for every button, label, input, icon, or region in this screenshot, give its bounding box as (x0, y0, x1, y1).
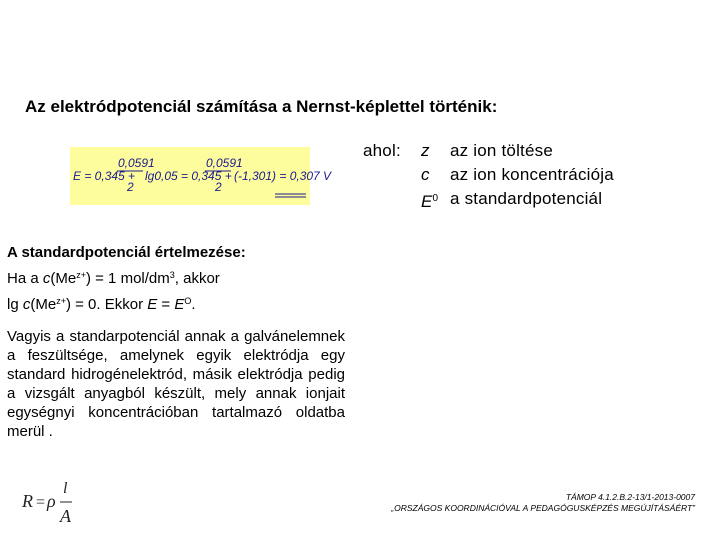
formula-frac2-num: 0,0591 (206, 156, 243, 170)
legend-text: a standardpotenciál (450, 189, 603, 208)
legend-row-z (363, 139, 614, 163)
formula-mid1: lg0,05 = 0,345 + (145, 169, 232, 183)
legend-text: az ion töltése (450, 141, 553, 160)
definition-line-1: Ha a $c(Me^{z+}) = 1$ mol/$dm^3$, akkor (7, 270, 220, 287)
project-footer (330, 492, 695, 514)
formula-frac1-num: 0,0591 (118, 156, 155, 170)
resistance-formula (22, 478, 82, 533)
legend-text: az ion koncentrációja (450, 165, 614, 184)
definition-heading: A standardpotenciál értelmezése: (7, 244, 246, 261)
slide-title: Az elektródpotenciál számítása a Nernst-képlettel történik: (25, 97, 498, 116)
formula-mid2: (-1,301) = 0,307 V (234, 169, 332, 183)
resistance-equals: = (35, 494, 46, 511)
legend-row-e0 (363, 187, 614, 214)
legend-prefix: ahol: (363, 141, 401, 160)
resistance-denominator: A (60, 506, 71, 526)
footer-line-1: TÁMOP 4.1.2.B.2-13/1-2013-0007 (565, 492, 695, 502)
formula-frac2-den: 2 (215, 180, 222, 194)
legend-symbol: z (421, 141, 430, 160)
footer-line-2: „ORSZÁGOS KOORDINÁCIÓVAL A PEDAGÓGUSKÉPZÉS MEGÚJÍTÁSÁÉRT” (391, 503, 695, 513)
formula-frac1-den: 2 (127, 180, 134, 194)
legend-row-c (363, 163, 614, 187)
legend-symbol: c (421, 165, 430, 184)
resistance-rho: ρ (47, 491, 56, 511)
legend-symbol: $E^0$ (421, 192, 439, 211)
nernst-formula-image (70, 147, 332, 205)
variable-legend (363, 139, 614, 214)
standard-potential-definition (7, 241, 246, 316)
resistance-lhs: R (22, 491, 33, 511)
definition-line-2: $\lg c(Me^{z+}) = 0$. Ekkor $E = E^O$. (7, 296, 196, 313)
resistance-numerator: l (63, 480, 68, 497)
formula-lhs: E = 0,345 + (73, 169, 136, 183)
explanation-paragraph: Vagyis a standarpotenciál annak a galvánelemnek a feszültsége, amelynek egyik elektródja egy standard hidrogénelektród, másik elektródja pedig a vizsgált anyagból készült, mely annak ionjait egységnyi koncentrációban tartalmazó oldatba merül . (7, 328, 345, 440)
